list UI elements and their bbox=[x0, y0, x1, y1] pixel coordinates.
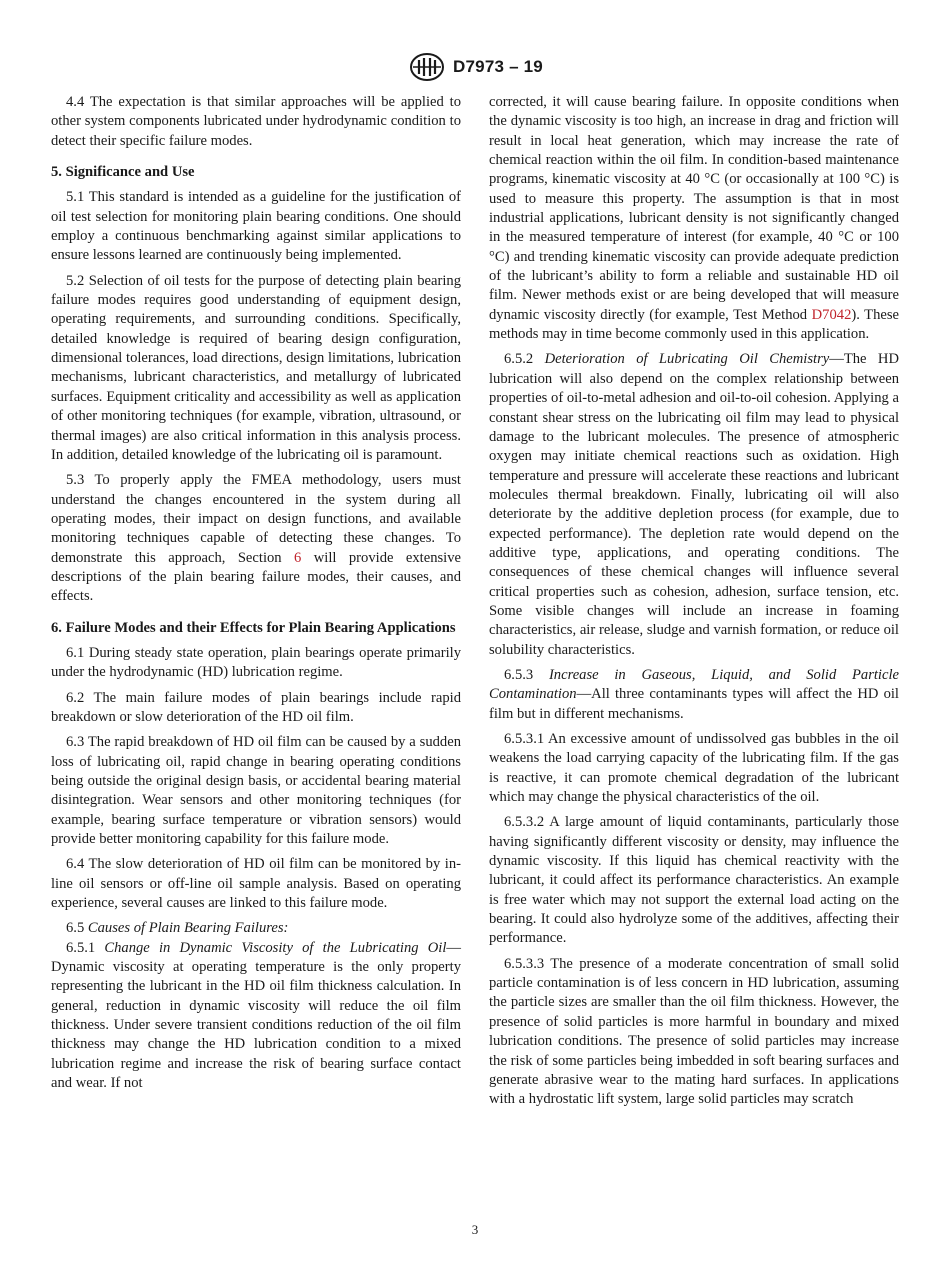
paragraph-6-5-2-text: —The HD lubrication will also depend on the complex relationship between properties of oil-to-metal adhesion and oil-to-oil cohesion. Applying a constant shear stress on the lubricating oil film may lead to physical damage to the lubricant molecules. The presence of atmospheric oxygen may initiate chemical reactions such as oxidation. High temperature and pressure will accelerate these reactions and lubricant molecules thermal breakdown. Finally, lubricating oil will also deteriorate by the additive depletion process (for example, due to expected performance). The depletion rate would depend on the additive type, applications, and operating conditions. The consequences of these chemical changes will influence several critical properties such as cohesion, adhesion, surface tension, etc. Some visible changes will include an increase in foaming characteristics, air release, sludge and varnish formation, or reduce oil solubility characteristics. bbox=[489, 351, 899, 658]
paragraph-6-5-2 bbox=[489, 350, 899, 660]
paragraph-6-5-1-title: Change in Dynamic Viscosity of the Lubricating Oil bbox=[104, 939, 447, 956]
paragraph-5-1: 5.1 This standard is intended as a guideline for the justification of oil test selection for monitoring plain bearing conditions. One should employ a continuous benchmarking against similar applications to ensure lessons learned are continuously being implemented. bbox=[51, 189, 461, 264]
paragraph-6-5-3 bbox=[489, 666, 899, 724]
page-number: 3 bbox=[471, 1222, 479, 1237]
page-header bbox=[0, 52, 950, 82]
astm-logo-icon bbox=[407, 52, 447, 82]
paragraph-6-3: 6.3 The rapid breakdown of HD oil film can be caused by a sudden loss of lubricating oil, rapid change in bearing operating conditions being outside the original design basis, or accidental bearing material disintegration. Wear sensors and other monitoring techniques (for example, bearing surface temperature or vibration sensors) would provide better monitoring capability for this failure mode. bbox=[51, 734, 461, 848]
paragraph-6-5 bbox=[51, 919, 461, 938]
paragraph-6-5-2-title: Deterioration of Lubricating Oil Chemistry bbox=[544, 351, 830, 368]
section-5-heading: 5. Significance and Use bbox=[51, 164, 195, 181]
right-column bbox=[489, 93, 899, 1116]
paragraph-4-4: 4.4 The expectation is that similar approaches will be applied to other system components lubricated under hydrodynamic condition to detect their specific failure modes. bbox=[51, 94, 461, 149]
paragraph-5-3-text-a: 5.3 To properly apply the FMEA methodology, users must understand the changes encountered in the system during all operating modes, their impact on design functions, and available monitoring techniques capable of detecting these changes. To demonstrate this approach, Section bbox=[51, 472, 461, 566]
paragraph-6-5-1-number: 6.5.1 bbox=[66, 939, 105, 956]
paragraph-6-5-1-text: —Dynamic viscosity at operating temperature is the only property representing the lubricant in the HD oil film thickness calculation. In general, reduction in dynamic viscosity will reduce the oil film thickness. Under severe transient conditions reduction of the oil film thickness may change the HD lubrication condition to a mixed lubrication regime and increase the risk of bearing surface contact and wear. If not bbox=[51, 939, 461, 1092]
paragraph-6-5-number: 6.5 bbox=[66, 920, 88, 937]
document-id: D7973 – 19 bbox=[453, 57, 543, 76]
continued-text-b: ). These methods may in time become commonly used in this application. bbox=[489, 306, 899, 343]
left-column bbox=[51, 93, 461, 1100]
paragraph-6-5-3-title: Increase in Gaseous, Liquid, and Solid Particle Contamination bbox=[489, 666, 899, 703]
paragraph-5-3-text-b: will provide extensive descriptions of the plain bearing failure modes, their causes, and effects. bbox=[51, 549, 462, 605]
paragraph-6-4: 6.4 The slow deterioration of HD oil film can be monitored by in-line oil sensors or off-line oil sample analysis. Based on operating experience, several causes are linked to this failure mode. bbox=[51, 856, 461, 912]
d7042-link[interactable]: D7042 bbox=[811, 306, 852, 323]
paragraph-6-5-1 bbox=[51, 939, 461, 1094]
paragraph-6-5-3-3: 6.5.3.3 The presence of a moderate concentration of small solid particle contamination is of less concern in HD lubrication, assuming the particle sizes are smaller than the oil film thickness. However, the presence of solid particles is more harmful in boundary and mixed lubrication conditions. The presence of solid particles may increase the risk of some particles being imbedded in soft bearing surfaces and generate abrasive wear to the mating hard surfaces. In applications with a hydrostatic lift system, large solid particles may scratch bbox=[489, 955, 899, 1108]
paragraph-6-5-3-text: —All three contaminants types will affect the HD oil film but in different mechanisms. bbox=[489, 686, 899, 722]
paragraph-6-5-3-number: 6.5.3 bbox=[504, 666, 549, 683]
paragraph-6-2: 6.2 The main failure modes of plain bearings include rapid breakdown or slow deterioration of the HD oil film. bbox=[51, 689, 461, 725]
section-6-link[interactable]: 6 bbox=[294, 549, 302, 566]
section-6-heading: 6. Failure Modes and their Effects for Plain Bearing Applications bbox=[51, 619, 456, 636]
paragraph-6-1: 6.1 During steady state operation, plain bearings operate primarily under the hydrodynamic (HD) lubrication regime. bbox=[51, 644, 461, 681]
paragraph-6-5-2-number: 6.5.2 bbox=[504, 351, 545, 368]
paragraph-6-5-3-2: 6.5.3.2 A large amount of liquid contaminants, particularly those having significantly different viscosity or density, may influence the dynamic viscosity. If this liquid has chemical reactivity with the lubricant, it could affect its performance characteristics. An example is free water which may not support the external load acting on the bearing. It could also hydrolyze some of the additives, affecting their performance. bbox=[489, 814, 899, 947]
paragraph-5-2: 5.2 Selection of oil tests for the purpose of detecting plain bearing failure modes requires good understanding of equipment design, operating requirements, and surrounding conditions. Specifically, detailed knowledge is required of bearing design configuration, dimensional tolerances, load directions, design limitations, lubrication mechanisms, lubricant characteristics, and metallurgy of lubricated surfaces. Equipment criticality and accessibility as well as application of other monitoring techniques (for example, vibration, ultrasound, or thermal images) are also critical information in this analysis process. In addition, detailed knowledge of the lubricating oil is paramount. bbox=[51, 272, 461, 463]
paragraph-6-5-3-1: 6.5.3.1 An excessive amount of undissolved gas bubbles in the oil weakens the load carrying capacity of the lubricating film. If the gas is reactive, it can promote chemical degradation of the lubricant which may change the physical characteristics of the oil. bbox=[489, 731, 899, 806]
paragraph-6-5-title: Causes of Plain Bearing Failures: bbox=[87, 920, 289, 937]
paragraph-6-5-1-continued bbox=[489, 93, 899, 344]
paragraph-5-3 bbox=[51, 471, 461, 606]
continued-text-a: corrected, it will cause bearing failure. In opposite conditions when the dynamic viscosity is too high, an increase in drag and friction will result in local heat generation, which may increase the rate of chemical reaction within the oil film. In condition-based maintenance programs, kinematic viscosity at 40 °C (or occasionally at 100 °C) is used to measure this property. The assumption is that in most industrial applications, lubricant density is not significantly changed in the measured temperature of interest (for example, 40 °C or 100 °C) and trending kinematic viscosity can provide adequate prediction of the lubricant’s ability to form a reliable and sustainable HD oil film. Newer methods exist or are being developed that will measure dynamic viscosity directly (for example, Test Method bbox=[489, 94, 899, 323]
